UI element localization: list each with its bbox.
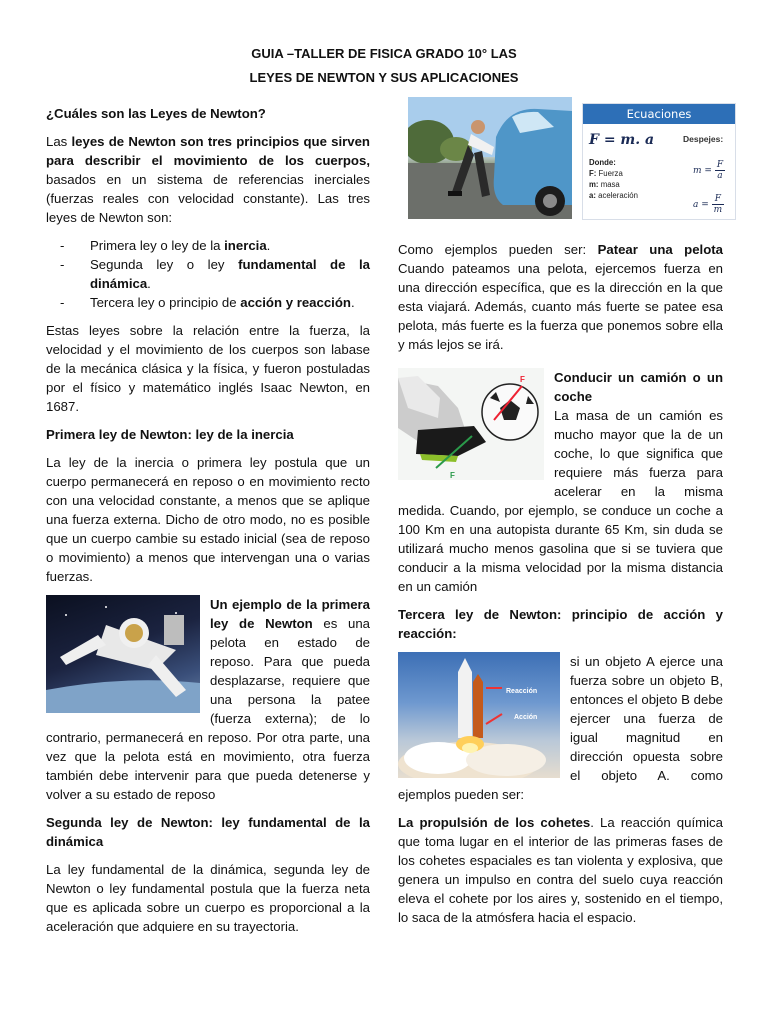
car-push-image	[408, 97, 572, 219]
intro-paragraph	[46, 132, 370, 227]
astronaut-image	[46, 595, 200, 713]
formula-legend	[589, 157, 638, 201]
kick-pre: Como ejemplos pueden ser:	[398, 242, 598, 257]
legend-symbol: a:	[589, 191, 596, 200]
legend-symbol: F:	[589, 169, 597, 178]
legend-symbol: m:	[589, 180, 599, 189]
document-title-line1: GUIA –TALLER DE FISICA GRADO 10° LAS	[251, 46, 517, 61]
example-bold: Un ejemplo de la primera ley de Newton	[210, 597, 370, 631]
rocket-bold: La propulsión de los cohetes	[398, 815, 591, 830]
truck-example	[398, 368, 723, 596]
kick-text: Cuando pateamos una pelota, ejercemos fuerza en una dirección específica, que es la dirección en la que esta viajará. Además, cuanto más fuerte se patee esa pelota, más fuerte es la fuerza que ponemos sobre ella y más lejos se irá.	[398, 261, 723, 352]
law-text: .	[147, 276, 151, 291]
third-law-paragraph	[398, 652, 723, 804]
laws-list	[46, 236, 370, 312]
intro-pre: Las	[46, 134, 72, 149]
force-label-red: F	[520, 375, 525, 384]
equations-panel	[582, 103, 736, 220]
law-text: Tercera ley o principio de	[90, 295, 241, 310]
intro-bold: leyes de Newton son tres principios que sirven para describir el movimiento de los cuerpos,	[46, 134, 370, 168]
newton-formula: F = m. a	[589, 132, 655, 148]
rocket-image	[398, 652, 560, 778]
soccer-kick-image	[398, 368, 544, 480]
law-text: Segunda ley o ley	[90, 257, 239, 272]
right-column	[398, 240, 723, 936]
law-text: .	[350, 295, 355, 310]
intro-post: basados en un sistema de referencias inerciales (fuerzas reales con velocidad constante). Las tres leyes de Newton son:	[46, 172, 370, 225]
law-text: Primera ley o ley de la	[90, 238, 225, 253]
first-law-heading: Primera ley de Newton: ley de la inercia	[46, 427, 294, 442]
legend-text: aceleración	[595, 191, 638, 200]
mass-denominator: a	[717, 171, 723, 181]
force-label-green: F	[450, 471, 455, 480]
left-column	[46, 104, 370, 945]
legend-text: masa	[598, 180, 620, 189]
document-title-line2: LEYES DE NEWTON Y SUS APLICACIONES	[249, 70, 519, 85]
third-law-heading: Tercera ley de Newton: principio de acción y reacción:	[398, 607, 723, 641]
second-law-heading: Segunda ley de Newton: ley fundamental de la dinámica	[46, 815, 370, 849]
question-heading: ¿Cuáles son las Leyes de Newton?	[46, 106, 266, 121]
law-text: .	[266, 238, 271, 253]
mass-lhs: m =	[693, 166, 712, 176]
law-bold: acción y reacción	[240, 295, 351, 310]
donde-label: Donde:	[589, 158, 616, 167]
legend-text: Fuerza	[596, 169, 623, 178]
list-item	[46, 293, 370, 312]
mass-numerator: F	[716, 160, 724, 170]
equations-header: Ecuaciones	[583, 104, 735, 124]
example-text: es una pelota en estado de reposo. Para que pueda desplazarse, requiere que una persona la patee (fuerza externa); de lo contrario, permanecerá en reposo. Por otra parte, una vez que la pelota está en movimiento, otra fuerza también debe intervenir para que pueda detenerse y volver a su estado de reposo	[46, 616, 370, 802]
mass-equation	[693, 160, 725, 181]
truck-text: La masa de un camión es mucho mayor que la de un coche, lo que significa que requiere más fuerza para acelerar en la misma medida. Cuando, por ejemplo, se conduce un coche a 100 Km en una autopista durante 65 Km, sin duda se utilizará mucho menos gasolina que si se tuviera que conducir a la misma velocidad por la misma distancia en un camión	[398, 408, 723, 594]
kick-bold: Patear una pelota	[597, 242, 723, 257]
despejes-label: Despejes:	[683, 134, 724, 144]
truck-bold: Conducir un camión o un coche	[554, 370, 723, 404]
list-item	[46, 236, 370, 255]
acceleration-numerator: F	[712, 194, 725, 205]
rocket-text: . La reacción química que toma lugar en el interior de las primeras fases de los cohetes espaciales es tan violenta y explosiva, que genera un impulso en contra del suelo cuya reacción eleva el cohete por los aires y, sostenido en el tiempo, lo saca de la atmósfera hacia el espacio.	[398, 815, 723, 925]
rocket-example	[398, 813, 723, 927]
acceleration-lhs: a =	[693, 200, 709, 210]
third-law-text: si un objeto A ejerce una fuerza sobre un objeto B, entonces el objeto B debe ejercer una fuerza de igual magnitud en dirección opuesta sobre el objeto A. como ejemplos pueden ser:	[398, 654, 723, 802]
list-item	[46, 255, 370, 293]
kick-example	[398, 240, 723, 354]
first-law-paragraph: La ley de la inercia o primera ley postula que un cuerpo permanecerá en reposo o en movimiento recto con una velocidad constante, a menos que se aplique una fuerza externa. Dicho de otro modo, no es posible que un cuerpo cambie su estado inicial (sea de reposo o movimiento) a menos que intervengan una o varias fuerzas.	[46, 455, 370, 584]
law-bold: fundamental de la dinámica	[90, 257, 370, 291]
acceleration-denominator: m	[713, 205, 723, 215]
reaccion-label: Reacción	[506, 688, 538, 695]
accion-label: Acción	[514, 714, 538, 721]
second-law-paragraph: La ley fundamental de la dinámica, segunda ley de Newton o ley fundamental postula que la fuerza neta que es aplicada sobre un cuerpo es proporcional a la aceleración que adquiere en su trayectoria.	[46, 862, 370, 934]
first-law-example	[46, 595, 370, 804]
relation-paragraph: Estas leyes sobre la relación entre la fuerza, la velocidad y el movimiento de los cuerpos son labase de la mecánica clásica y la física, y fueron postuladas por el físico y matemático inglés Isaac Newton, en 1687.	[46, 323, 370, 414]
acceleration-equation	[693, 194, 724, 215]
law-bold: inercia	[224, 238, 267, 253]
